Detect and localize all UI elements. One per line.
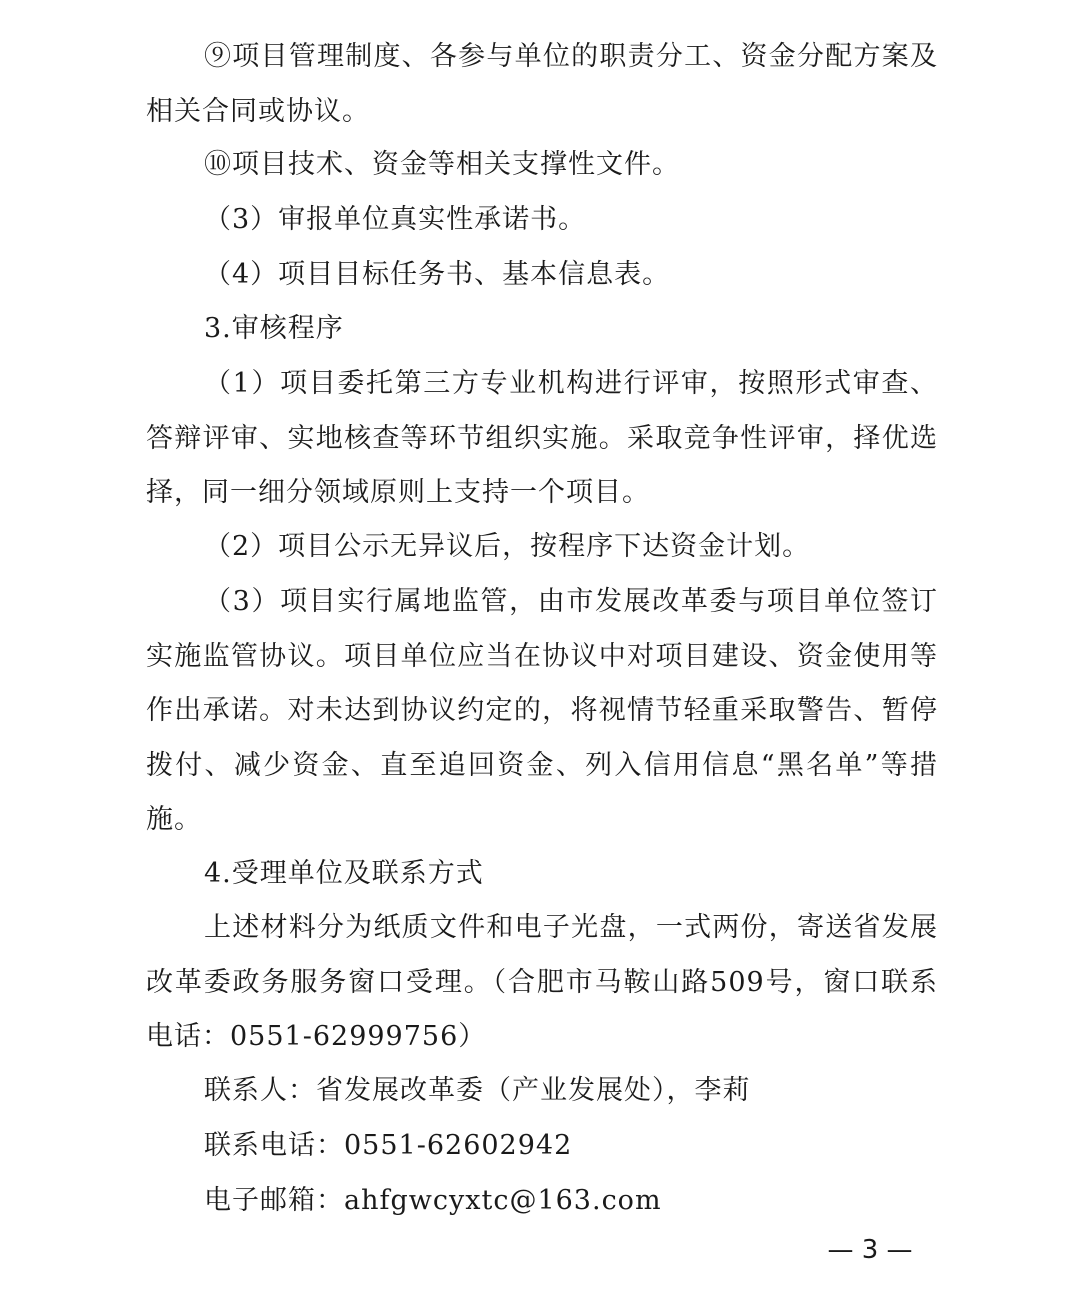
paragraph-item-4: （4）项目目标任务书、基本信息表。 xyxy=(204,259,671,290)
paragraph-item-10: ⑩项目技术、资金等相关支撑性文件。 xyxy=(204,149,680,180)
paragraph-item-9: ⑨项目管理制度、各参与单位的职责分工、资金分配方案及相关合同或协议。 xyxy=(146,41,938,127)
paragraph-submission: 上述材料分为纸质文件和电子光盘，一式两份，寄送省发展改革委政务服务窗口受理。（合肥市马鞍山路509号，窗口联系电话：0551-62999756） xyxy=(146,912,938,1052)
paragraph-review-1: （1）项目委托第三方专业机构进行评审，按照形式审查、答辩评审、实地核查等环节组织实施。采取竞争性评审，择优选择，同一细分领域原则上支持一个项目。 xyxy=(146,368,938,508)
contact-email: 电子邮箱：ahfgwcyxtc@163.com xyxy=(204,1185,662,1216)
contact-person: 联系人：省发展改革委（产业发展处），李莉 xyxy=(204,1075,751,1106)
paragraph-item-3: （3）审报单位真实性承诺书。 xyxy=(204,204,587,235)
section-heading-review: 3.审核程序 xyxy=(204,313,344,344)
contact-phone: 联系电话：0551-62602942 xyxy=(204,1130,573,1161)
paragraph-review-2: （2）项目公示无异议后，按程序下达资金计划。 xyxy=(204,531,811,562)
section-heading-contact: 4.受理单位及联系方式 xyxy=(204,858,484,889)
page-number: — 3 — xyxy=(827,1235,913,1265)
paragraph-review-3: （3）项目实行属地监管，由市发展改革委与项目单位签订实施监管协议。项目单位应当在协议中对项目建设、资金使用等作出承诺。对未达到协议约定的，将视情节轻重采取警告、暂停拨付、减少资金、直至追回资金、列入信用信息“黑名单”等措施。 xyxy=(146,586,938,835)
